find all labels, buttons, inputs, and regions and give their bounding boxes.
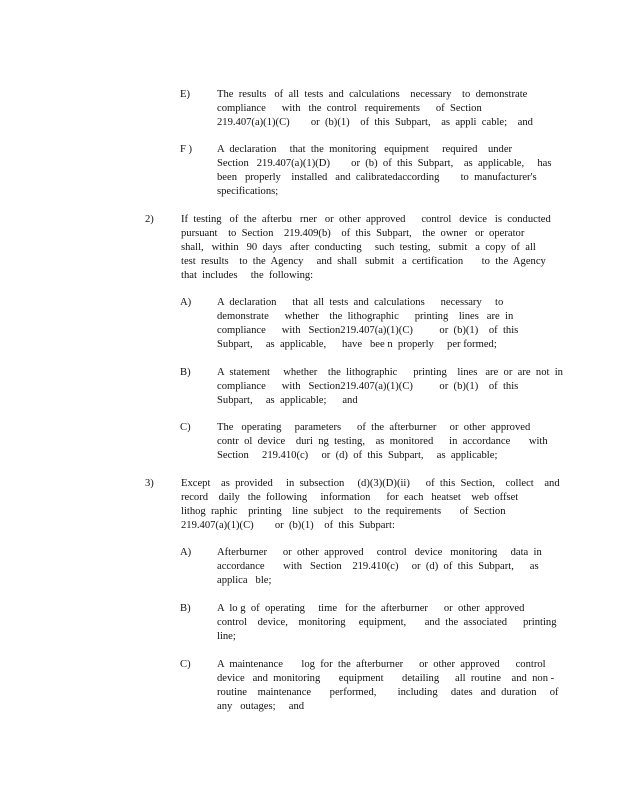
item-text <box>217 658 559 714</box>
text-line: compliance with Section219.407(a)(1)(C) or (b)(1) of this <box>217 381 519 392</box>
text-line: been properly installed and calibratedaccording to manufacturer's <box>217 172 537 183</box>
text-line: test results to the Agency and shall submit a certification to the Agency <box>181 256 546 267</box>
text-line: lithog raphic printing line subject to the requirements of Section <box>181 506 506 517</box>
item-text <box>217 143 552 199</box>
text-line: routine maintenance performed, including dates and duration of <box>217 687 559 698</box>
text-line: specifications; <box>217 186 279 197</box>
text-line: any outages; and <box>217 701 305 712</box>
text-line: accordance with Section 219.410(c) or (d) of this Subpart, as <box>217 561 539 572</box>
item-marker: B) <box>180 603 191 614</box>
text-line: shall, within 90 days after conducting such testing, submit a copy of all <box>181 242 536 253</box>
text-line: A maintenance log for the afterburner or other approved control <box>217 659 546 670</box>
text-line: compliance with the control requirements of Section <box>217 103 482 114</box>
item-text <box>181 213 551 283</box>
item-marker: 2) <box>145 214 154 225</box>
item-marker: F ) <box>180 144 193 155</box>
text-line: A declaration that all tests and calculations necessary to <box>217 297 504 308</box>
text-line: Subpart, as applicable, have bee n properly per formed; <box>217 339 497 350</box>
text-line: A declaration that the monitoring equipment required under <box>217 144 513 155</box>
text-line: that includes the following: <box>181 270 314 281</box>
text-line: record daily the following information for each heatset web offset <box>181 492 519 503</box>
text-line: pursuant to Section 219.409(b) of this Subpart, the owner or operator <box>181 228 525 239</box>
text-line: Subpart, as applicable; and <box>217 395 358 406</box>
text-line: device and monitoring equipment detailing all routine and non - <box>217 673 555 684</box>
item-marker: B) <box>180 367 191 378</box>
text-line: A statement whether the lithographic printing lines are or are not in <box>217 367 563 378</box>
item-text <box>217 88 537 130</box>
text-line: If testing of the afterbu rner or other approved control device is conducted <box>181 214 551 225</box>
text-line: contr ol device duri ng testing, as monitored in accordance with <box>217 436 548 447</box>
text-line: applica ble; <box>217 575 272 586</box>
item-text <box>217 602 557 644</box>
text-line: A lo g of operating time for the afterburner or other approved <box>217 603 525 614</box>
item-marker: A) <box>180 547 192 558</box>
item-marker: E) <box>180 89 190 100</box>
text-line: demonstrate whether the lithographic printing lines are in <box>217 311 514 322</box>
item-text <box>181 477 560 533</box>
item-marker: C) <box>180 422 191 433</box>
item-text <box>217 546 542 588</box>
text-line: Section 219.410(c) or (d) of this Subpart, as applicable; <box>217 450 498 461</box>
item-text <box>217 421 547 463</box>
text-line: line; <box>217 631 236 642</box>
text-line: compliance with Section219.407(a)(1)(C) or (b)(1) of this <box>217 325 519 336</box>
text-line: 219.407(a)(1)(C) or (b)(1) of this Subpart: <box>181 520 395 531</box>
text-line: 219.407(a)(1)(C) or (b)(1) of this Subpart, as appli cable; and <box>217 117 533 128</box>
item-text <box>217 366 563 408</box>
item-marker: C) <box>180 659 191 670</box>
item-marker: 3) <box>145 478 154 489</box>
item-marker: A) <box>180 297 192 308</box>
text-line: control device, monitoring equipment, and the associated printing <box>217 617 557 628</box>
text-line: The operating parameters of the afterburner or other approved <box>217 422 531 433</box>
text-line: Section 219.407(a)(1)(D) or (b) of this Subpart, as applicable, has <box>217 158 552 169</box>
text-line: Afterburner or other approved control device monitoring data in <box>217 547 542 558</box>
text-line: The results of all tests and calculations necessary to demonstrate <box>217 89 528 100</box>
text-line: Except as provided in subsection (d)(3)(D)(ii) of this Section, collect and <box>181 478 560 489</box>
item-text <box>217 296 537 352</box>
